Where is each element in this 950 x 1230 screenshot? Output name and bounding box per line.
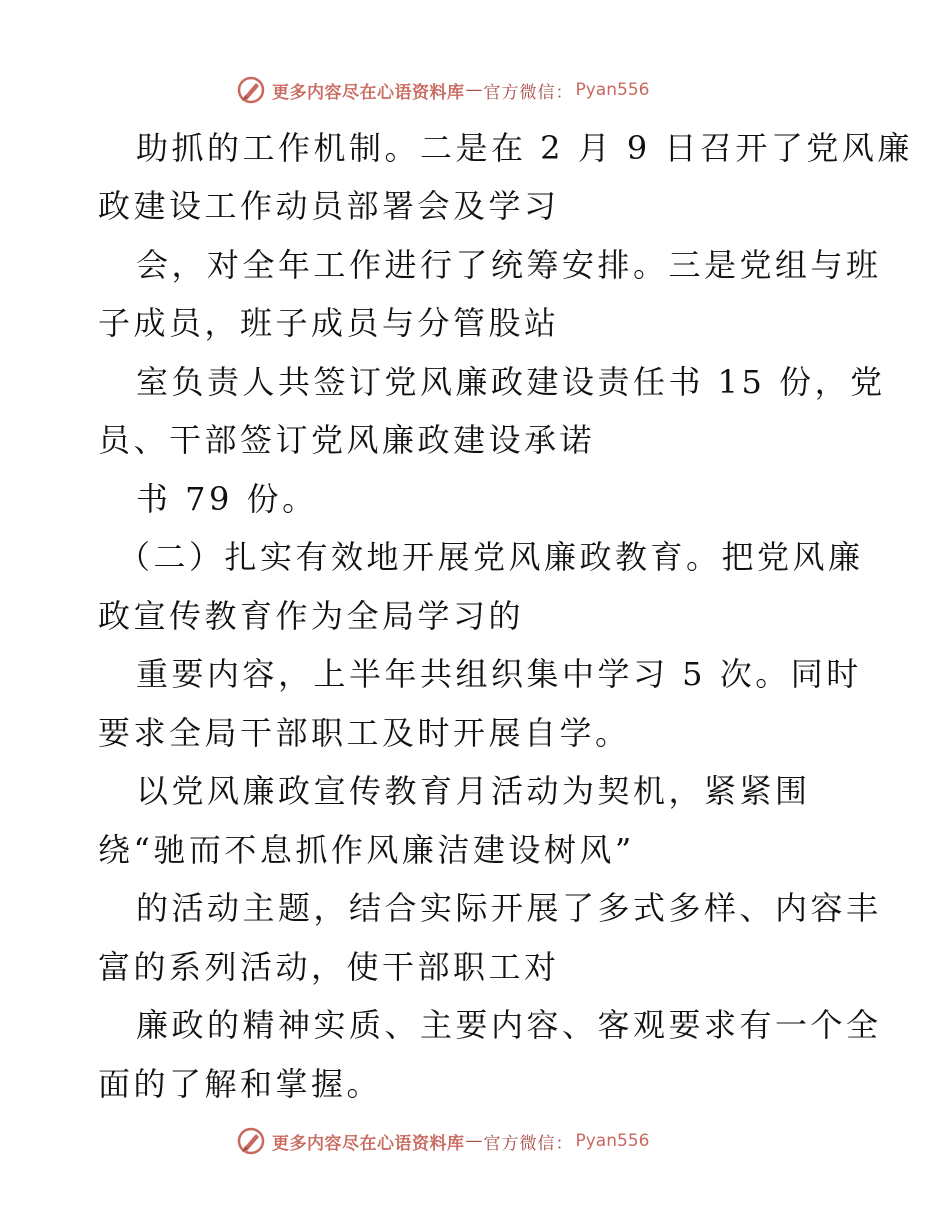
body-line: 政建设工作动员部署会及学习 bbox=[98, 187, 560, 225]
body-line: 助抓的工作机制。二是在 2 月 9 日召开了党风廉 bbox=[136, 129, 913, 167]
watermark-account: Pyan556 bbox=[575, 1131, 650, 1151]
watermark-label: 官方微信： bbox=[483, 82, 574, 103]
pen-seal-logo-icon bbox=[236, 1126, 266, 1156]
body-line: 绕“驰而不息抓作风廉洁建设树风” bbox=[98, 831, 635, 869]
body-line: 会，对全年工作进行了统筹安排。三是党组与班 bbox=[136, 246, 882, 284]
header-watermark bbox=[236, 73, 649, 107]
footer-watermark bbox=[236, 1124, 649, 1158]
watermark-account: Pyan556 bbox=[575, 80, 650, 100]
body-line: 书 79 份。 bbox=[136, 480, 318, 518]
body-line: 富的系列活动，使干部职工对 bbox=[98, 948, 560, 986]
watermark-separator: — bbox=[465, 1131, 483, 1151]
watermark-brand: 更多内容尽在心语资料库 bbox=[272, 1133, 465, 1154]
body-line: 面的了解和掌握。 bbox=[98, 1065, 383, 1103]
body-line: 重要内容，上半年共组织集中学习 5 次。同时 bbox=[136, 655, 862, 693]
watermark-label: 官方微信： bbox=[483, 1133, 574, 1154]
body-line: 政宣传教育作为全局学习的 bbox=[98, 597, 525, 635]
body-line: （二）扎实有效地开展党风廉政教育。把党风廉 bbox=[118, 538, 864, 576]
body-line: 室负责人共签订党风廉政建设责任书 15 份，党 bbox=[136, 363, 886, 401]
body-line: 员、干部签订党风廉政建设承诺 bbox=[98, 421, 596, 459]
body-line: 的活动主题，结合实际开展了多式多样、内容丰 bbox=[136, 889, 882, 927]
watermark-separator: — bbox=[465, 80, 483, 100]
body-line: 廉政的精神实质、主要内容、客观要求有一个全 bbox=[136, 1006, 882, 1044]
pen-seal-logo-icon bbox=[236, 75, 266, 105]
body-line: 子成员，班子成员与分管股站 bbox=[98, 304, 560, 342]
body-line: 以党风廉政宣传教育月活动为契机，紧紧围 bbox=[136, 772, 811, 810]
body-line: 要求全局干部职工及时开展自学。 bbox=[98, 714, 631, 752]
watermark-brand: 更多内容尽在心语资料库 bbox=[272, 82, 465, 103]
